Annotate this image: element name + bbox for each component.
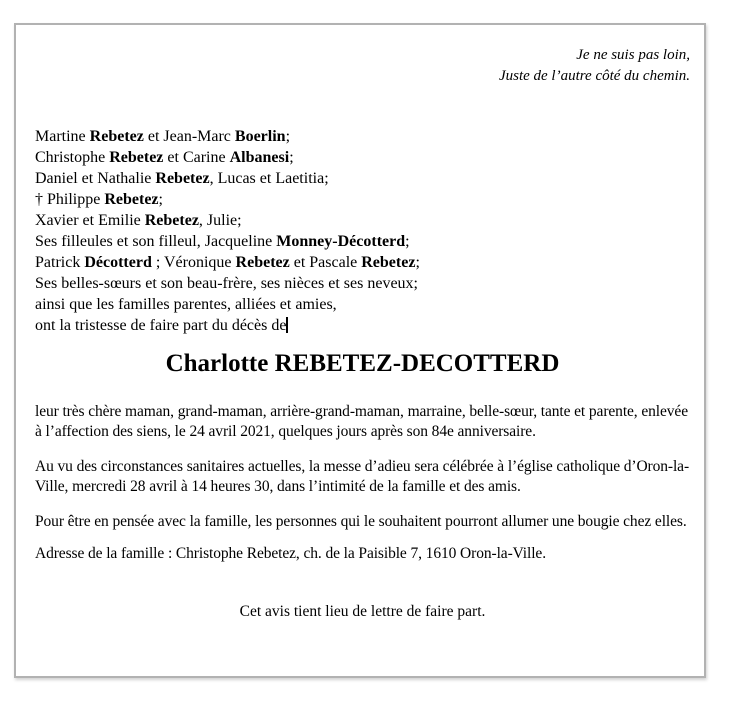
epigraph	[35, 25, 690, 87]
family-line	[35, 231, 690, 252]
ceremony-paragraph: Au vu des circonstances sanitaires actuelles, la messe d’adieu sera célébrée à l’église catholique d’Oron-la-Ville, mercredi 28 avril à 14 heures 30, dans l’intimité de la famille et des amis.	[35, 458, 690, 495]
family-text: , Lucas et Laetitia;	[209, 170, 329, 187]
text-cursor	[286, 317, 288, 333]
family-text: Martine	[35, 128, 90, 145]
family-address-line: Adresse de la famille : Christophe Rebetez, ch. de la Paisible 7, 1610 Oron-la-Ville.	[35, 545, 546, 562]
document-page[interactable]	[14, 23, 706, 678]
family-line	[35, 210, 690, 231]
family-surname: Rebetez	[361, 254, 416, 271]
family-surname: Boerlin	[234, 128, 286, 145]
family-text: ainsi que les familles parentes, alliées et amies,	[35, 296, 337, 313]
family-line	[35, 252, 690, 273]
family-line	[35, 294, 690, 315]
family-text: Christophe	[35, 149, 110, 166]
family-text: et Carine	[163, 149, 230, 166]
family-line	[35, 147, 690, 168]
family-line	[35, 168, 690, 189]
announcement-text: ont la tristesse de faire part du décès de	[35, 317, 287, 334]
family-text: Ses filleules et son filleul, Jacqueline	[35, 233, 277, 250]
family-text: ; Véronique	[151, 254, 236, 271]
family-text: , Julie;	[198, 212, 242, 229]
deceased-name-title: Charlotte REBETEZ-DECOTTERD	[165, 350, 560, 377]
closing-line: Cet avis tient lieu de lettre de faire part.	[239, 603, 486, 620]
family-text: et Jean-Marc	[143, 128, 235, 145]
family-list	[35, 126, 690, 315]
family-surname: Rebetez	[144, 212, 199, 229]
family-text: ;	[285, 128, 291, 145]
tribute-paragraph: leur très chère maman, grand-maman, arrière-grand-maman, marraine, belle-sœur, tante et parente, enlevée à l’affection des siens, le 24 avril 2021, quelques jours après son 84e anniversaire.	[35, 403, 688, 440]
family-surname: Monney-Décotterd	[276, 233, 406, 250]
family-surname: Décotterd	[84, 254, 152, 271]
family-line	[35, 126, 690, 147]
epigraph-line: Juste de l’autre côté du chemin.	[498, 68, 690, 84]
family-text: Patrick	[35, 254, 85, 271]
family-text: ;	[289, 149, 294, 166]
family-text: Daniel et Nathalie	[35, 170, 156, 187]
family-surname: Rebetez	[104, 191, 159, 208]
family-surname: Rebetez	[155, 170, 210, 187]
family-surname: Albanesi	[229, 149, 290, 166]
family-text: ;	[415, 254, 420, 271]
family-text: Ses belles-sœurs et son beau-frère, ses nièces et ses neveux;	[35, 275, 418, 292]
epigraph-line: Je ne suis pas loin,	[576, 47, 690, 63]
family-text: ;	[158, 191, 163, 208]
family-text: † Philippe	[35, 191, 105, 208]
family-surname: Rebetez	[89, 128, 144, 145]
family-surname: Rebetez	[235, 254, 290, 271]
candle-paragraph: Pour être en pensée avec la famille, les personnes qui le souhaitent pourront allumer une bougie chez elles.	[35, 513, 687, 530]
family-text: Xavier et Emilie	[35, 212, 145, 229]
announcement-line	[35, 315, 690, 336]
family-text: ;	[405, 233, 410, 250]
family-line	[35, 189, 690, 210]
family-line	[35, 273, 690, 294]
family-text: et Pascale	[289, 254, 362, 271]
family-surname: Rebetez	[109, 149, 164, 166]
